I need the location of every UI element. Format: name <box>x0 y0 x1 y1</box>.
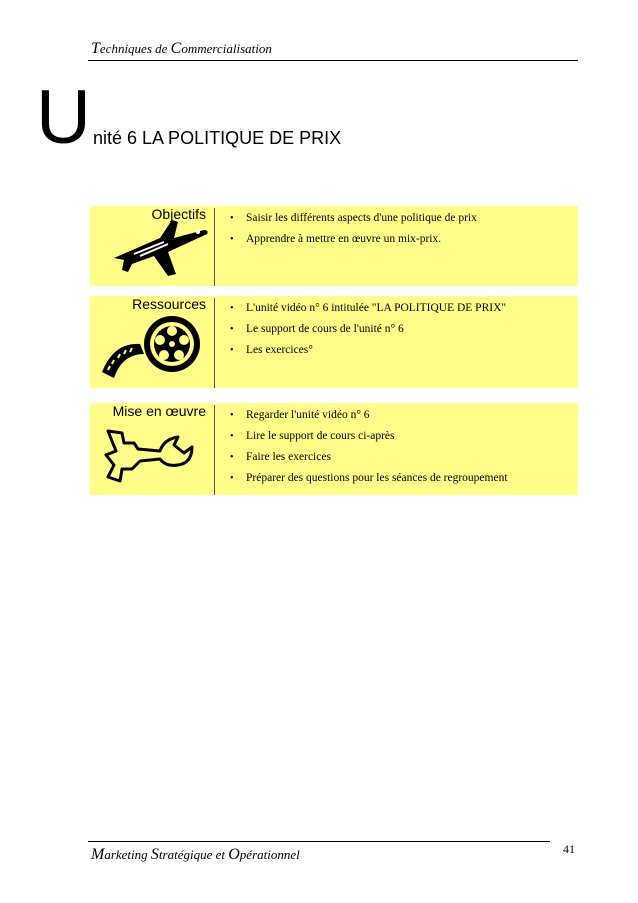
list-item-text: Faire les exercices <box>246 451 331 463</box>
list-item-text: Saisir les différents aspects d'une politique de prix <box>246 212 477 224</box>
list-item-text: L'unité vidéo n° 6 intitulée "LA POLITIQUE DE PRIX" <box>246 302 507 314</box>
footer-title-text: arketing <box>104 847 151 862</box>
list-item <box>230 447 508 468</box>
resources-list <box>230 298 506 361</box>
resources-block <box>90 296 578 388</box>
bullet: • <box>230 234 234 245</box>
header-title-initial: C <box>170 40 182 57</box>
bullet: • <box>230 452 234 463</box>
list-item <box>230 468 508 489</box>
footer-title-text: pérationnel <box>239 847 300 862</box>
list-item <box>230 229 477 250</box>
list-item-text: Regarder l'unité vidéo n° 6 <box>246 409 370 421</box>
block-label-implementation: Mise en œuvre <box>112 403 206 419</box>
bullet: • <box>230 473 234 484</box>
list-item <box>230 208 477 229</box>
header-title <box>91 40 272 58</box>
list-item-text: Lire le support de cours ci-après <box>246 430 395 442</box>
footer-title-initial: O <box>228 846 240 863</box>
header-title-initial: T <box>91 40 100 57</box>
bullet: • <box>230 303 234 314</box>
objectives-list <box>230 208 477 250</box>
footer-title-text: tratégique et <box>158 847 229 862</box>
list-item <box>230 405 508 426</box>
block-divider <box>214 208 215 286</box>
list-item-text: Le support de cours de l'unité n° 6 <box>246 323 404 335</box>
block-divider <box>214 405 215 495</box>
page-number: 41 <box>563 842 575 856</box>
bullet: • <box>230 213 234 224</box>
block-divider <box>214 298 215 388</box>
implementation-list <box>230 405 508 489</box>
list-item-text: Apprendre à mettre en œuvre un mix-prix. <box>246 233 442 245</box>
footer-title-initial: M <box>91 846 105 863</box>
footer-title-initial: S <box>150 846 159 863</box>
footer-rule <box>88 841 550 842</box>
wrench-icon <box>104 423 196 492</box>
unit-initial-letter: U <box>36 75 91 160</box>
block-label-resources: Ressources <box>132 296 206 312</box>
list-item-text: Préparer des questions pour les séances de regroupement <box>246 472 508 484</box>
list-item <box>230 298 506 319</box>
airplane-icon <box>110 218 210 285</box>
header-title-text: ommercialisation <box>181 41 272 56</box>
bullet: • <box>230 345 234 356</box>
header-title-text: echniques de <box>99 41 171 56</box>
list-item-text: Les exercices° <box>246 344 313 356</box>
block-label-objectives: Objectifs <box>151 206 206 222</box>
list-item <box>230 319 506 340</box>
film-reel-icon <box>100 314 210 391</box>
footer-title <box>91 846 300 864</box>
header-rule <box>88 60 578 61</box>
unit-title: nité 6 LA POLITIQUE DE PRIX <box>93 128 342 148</box>
bullet: • <box>230 431 234 442</box>
bullet: • <box>230 410 234 421</box>
implementation-block <box>90 403 578 495</box>
list-item <box>230 426 508 447</box>
objectives-block <box>90 206 578 286</box>
bullet: • <box>230 324 234 335</box>
list-item <box>230 340 506 361</box>
